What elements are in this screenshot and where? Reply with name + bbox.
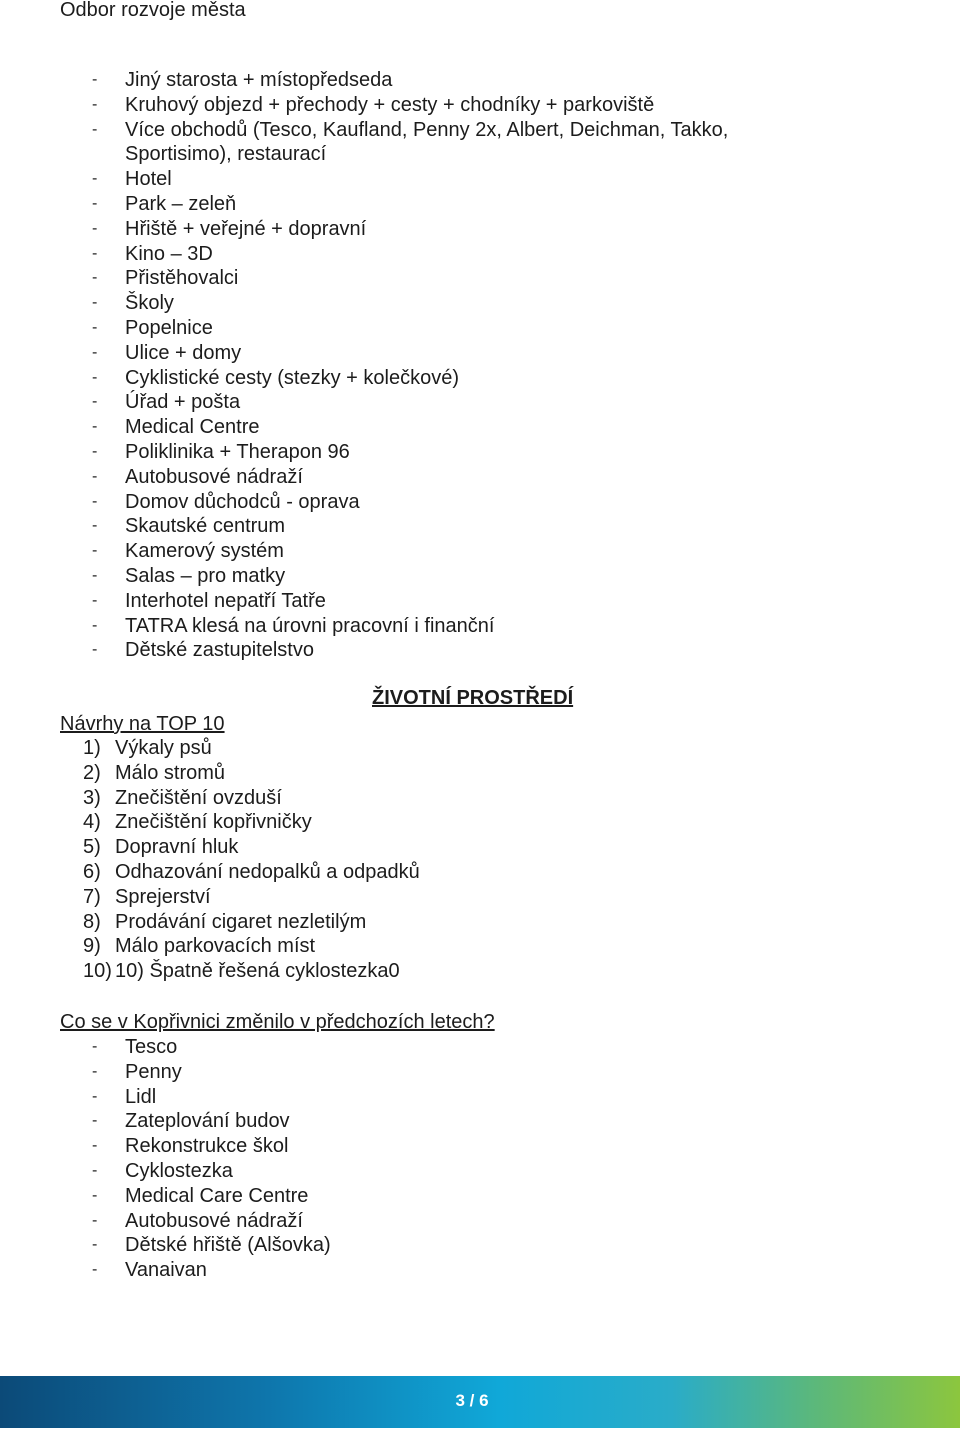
bullet-dash: -: [92, 1236, 98, 1254]
top10-item-text: Odhazování nedopalků a odpadků: [115, 860, 420, 883]
improvement-item-text: Ulice + domy: [125, 341, 242, 364]
improvement-item-text: Kruhový objezd + přechody + cesty + chodníky + parkoviště: [125, 93, 655, 116]
bullet-dash: -: [92, 244, 98, 262]
top10-item-number: 1): [83, 737, 101, 759]
bullet-dash: -: [92, 393, 98, 411]
bullet-dash: -: [92, 318, 98, 336]
top10-item-number: 3): [83, 786, 101, 809]
bullet-dash: -: [92, 1087, 98, 1105]
bullet-dash: -: [92, 219, 98, 237]
bullet-dash: -: [92, 269, 98, 287]
top10-item-text: Málo stromů: [115, 761, 226, 784]
improvement-item-text: Skautské centrum: [125, 515, 286, 538]
bullet-dash: -: [92, 1137, 98, 1155]
change-item-text: Autobusové nádraží: [125, 1209, 303, 1232]
bullet-dash: -: [92, 517, 98, 535]
top10-item-text: Znečištění ovzduší: [115, 786, 282, 809]
bullet-dash: -: [92, 467, 98, 485]
bullet-dash: -: [92, 343, 98, 361]
improvement-item-text: Školy: [125, 292, 174, 315]
top10-item-number: 8): [83, 910, 101, 933]
improvement-item-text: Kamerový systém: [125, 540, 284, 563]
improvement-item-text: Dětské zastupitelstvo: [125, 639, 314, 662]
bullet-dash: -: [92, 194, 98, 212]
improvement-item-text: Salas – pro matky: [125, 564, 286, 587]
top10-item-text: Prodávání cigaret nezletilým: [115, 910, 367, 933]
bullet-dash: -: [92, 591, 98, 609]
top10-item-number: 9): [83, 935, 101, 958]
improvement-item-text: Interhotel nepatří Tatře: [125, 589, 326, 612]
change-item-text: Tesco: [125, 1036, 178, 1058]
top10-item-text: Dopravní hluk: [115, 836, 239, 859]
page-number: 3 / 6: [455, 1391, 489, 1410]
bullet-dash: -: [92, 1038, 98, 1055]
improvement-item-text: Hotel: [125, 168, 172, 191]
top10-item-text: Výkaly psů: [115, 737, 212, 759]
top10-item-number: 10): [83, 960, 112, 983]
improvement-item-text: TATRA klesá na úrovni pracovní i finanční: [125, 614, 495, 637]
bullet-dash: -: [92, 492, 98, 510]
bullet-dash: -: [92, 1062, 98, 1080]
top10-item-number: 7): [83, 885, 101, 908]
improvement-item-text: Cyklistické cesty (stezky + kolečkové): [125, 366, 459, 389]
bullet-dash: -: [92, 1261, 98, 1279]
bullet-dash: -: [92, 170, 98, 188]
bullet-dash: -: [92, 442, 98, 460]
bullet-dash: -: [92, 368, 98, 386]
change-item-text: Rekonstrukce škol: [125, 1135, 289, 1158]
improvement-item-text: Autobusové nádraží: [125, 465, 303, 488]
improvement-item-text: Poliklinika + Therapon 96: [125, 440, 350, 463]
improvement-item-text: Přistěhovalci: [125, 267, 239, 290]
top10-item-number: 6): [83, 860, 101, 883]
top10-item-number: 2): [83, 761, 101, 784]
bullet-dash: -: [92, 1211, 98, 1229]
bullet-dash: -: [92, 542, 98, 560]
improvement-item-text: Jiný starosta + místopředseda: [125, 69, 393, 91]
improvement-item-text: Kino – 3D: [125, 242, 213, 265]
bullet-dash: -: [92, 641, 98, 659]
bullet-dash: -: [92, 294, 98, 312]
bullet-dash: -: [92, 418, 98, 436]
change-item-text: Cyklostezka: [125, 1159, 233, 1182]
footer-bar: [0, 1376, 960, 1428]
top10-heading: Návrhy na TOP 10: [60, 713, 225, 735]
section-title: ŽIVOTNÍ PROSTŘEDÍ: [372, 687, 574, 709]
top10-item-number: 4): [83, 811, 101, 834]
change-item-text: Vanaivan: [125, 1259, 207, 1282]
bullet-dash: -: [92, 120, 98, 138]
bullet-dash: -: [92, 566, 98, 584]
improvement-item-text: Úřad + pošta: [125, 391, 241, 414]
top10-item-text: Znečištění kopřivničky: [115, 811, 312, 834]
improvement-item-text: Domov důchodců - oprava: [125, 490, 360, 513]
improvement-item-text: Popelnice: [125, 316, 213, 339]
bullet-dash: -: [92, 71, 98, 88]
bullet-dash: -: [92, 616, 98, 634]
bullet-dash: -: [92, 95, 98, 113]
change-item-text: Dětské hřiště (Alšovka): [125, 1234, 331, 1257]
top10-item-text: Málo parkovacích míst: [115, 935, 316, 958]
change-item-text: Zateplování budov: [125, 1110, 290, 1133]
top10-item-text: Sprejerství: [115, 885, 211, 908]
change-item-text: Penny: [125, 1060, 182, 1083]
bullet-dash: -: [92, 1161, 98, 1179]
changes-heading: Co se v Kopřivnici změnilo v předchozích letech?: [60, 1011, 495, 1033]
top10-item-number: 5): [83, 836, 101, 859]
bullet-dash: -: [92, 1186, 98, 1204]
improvement-item-text: Park – zeleň: [125, 192, 237, 215]
change-item-text: Medical Care Centre: [125, 1184, 309, 1207]
change-item-text: Lidl: [125, 1085, 157, 1108]
top10-item-text: 10) Špatně řešená cyklostezka0: [115, 960, 400, 983]
bullet-dash: -: [92, 1112, 98, 1130]
improvement-item-text: Více obchodů (Tesco, Kaufland, Penny 2x, Albert, Deichman, Takko, Sportisimo), restaurací: [125, 118, 729, 166]
improvement-item-text: Hřiště + veřejné + dopravní: [125, 217, 367, 240]
page-header-title: Odbor rozvoje města: [60, 0, 246, 21]
improvement-item-text: Medical Centre: [125, 416, 260, 439]
